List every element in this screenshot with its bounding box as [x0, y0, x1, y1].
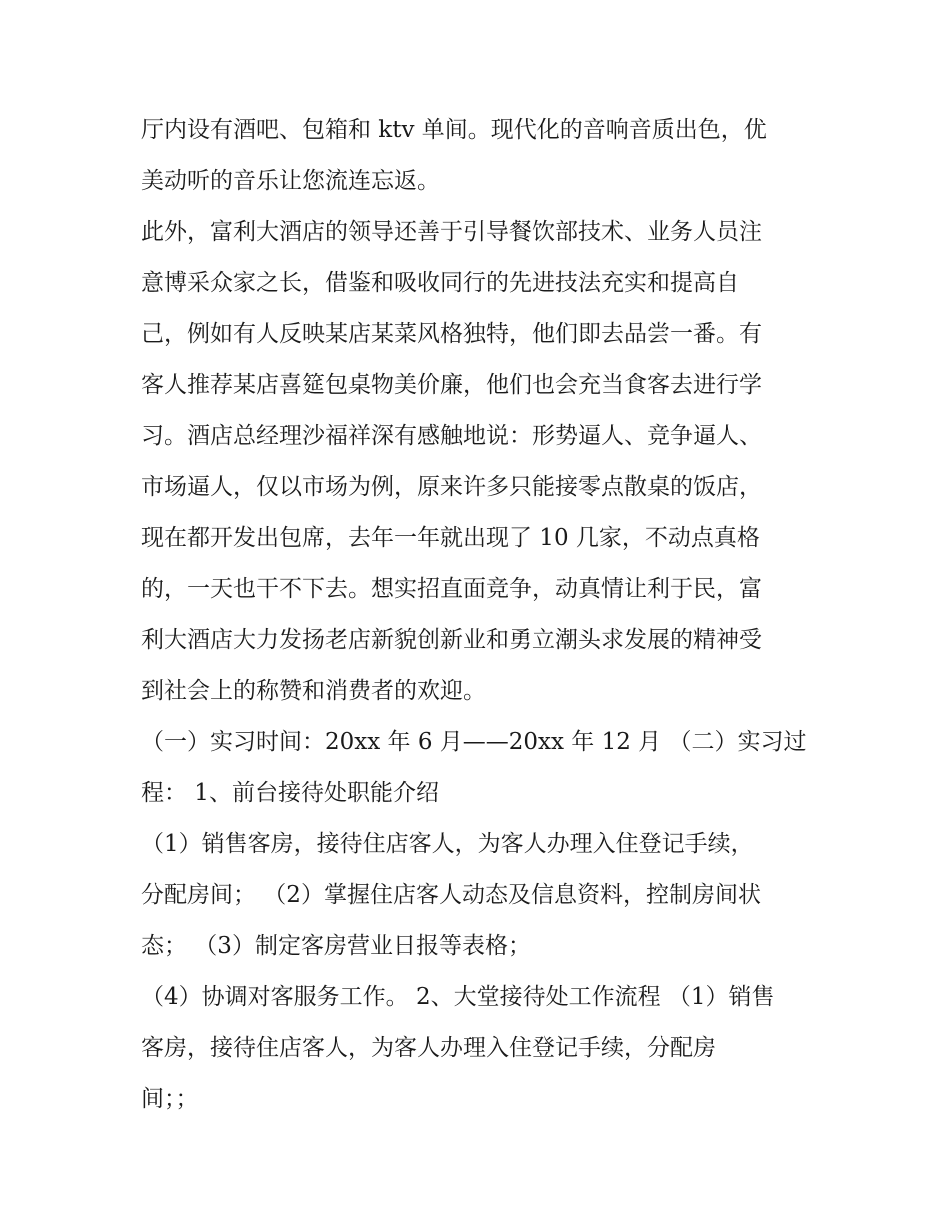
text-line: 分配房间； （2）掌握住店客人动态及信息资料，控制房间状 — [141, 882, 761, 908]
text-line: 习。酒店总经理沙福祥深有感触地说：形势逼人、竞争逼人、 — [141, 423, 762, 449]
text-line: （1）销售客房，接待住店客人，为客人办理入住登记手续， — [141, 831, 754, 857]
text-line: 美动听的音乐让您流连忘返。 — [141, 168, 440, 194]
text-line: 客人推荐某店喜筵包桌物美价廉，他们也会充当食客去进行学 — [141, 372, 762, 398]
text-line: 厅内设有酒吧、包箱和 ktv 单间。现代化的音响音质出色，优 — [141, 117, 767, 143]
text-line: （一）实习时间：20xx 年 6 月——20xx 年 12 月 （二）实习过 — [141, 729, 807, 755]
text-line: 的，一天也干不下去。想实招直面竞争，动真情让利于民，富 — [141, 576, 762, 602]
text-line: 态； （3）制定客房营业日报等表格； — [141, 933, 531, 959]
text-line: 利大酒店大力发扬老店新貌创新业和勇立潮头求发展的精神受 — [141, 627, 762, 653]
text-line: 程： 1、前台接待处职能介绍 — [141, 780, 439, 806]
text-line: 客房，接待住店客人，为客人办理入住登记手续，分配房 — [141, 1035, 716, 1061]
text-line: 市场逼人，仅以市场为例，原来许多只能接零点散桌的饭店， — [141, 474, 762, 500]
text-line: 间；； — [141, 1086, 199, 1112]
text-line: 到社会上的称赞和消费者的欢迎。 — [141, 678, 486, 704]
text-line: 现在都开发出包席，去年一年就出现了 10 几家，不动点真格 — [141, 525, 760, 551]
text-line: 己，例如有人反映某店某菜风格独特，他们即去品尝一番。有 — [141, 321, 762, 347]
text-line: 此外，富利大酒店的领导还善于引导餐饮部技术、业务人员注 — [141, 219, 762, 245]
document-body — [141, 105, 821, 1125]
text-line: （4）协调对客服务工作。 2、大堂接待处工作流程 （1）销售 — [141, 984, 775, 1010]
text-line: 意博采众家之长，借鉴和吸收同行的先进技法充实和提高自 — [141, 270, 739, 296]
